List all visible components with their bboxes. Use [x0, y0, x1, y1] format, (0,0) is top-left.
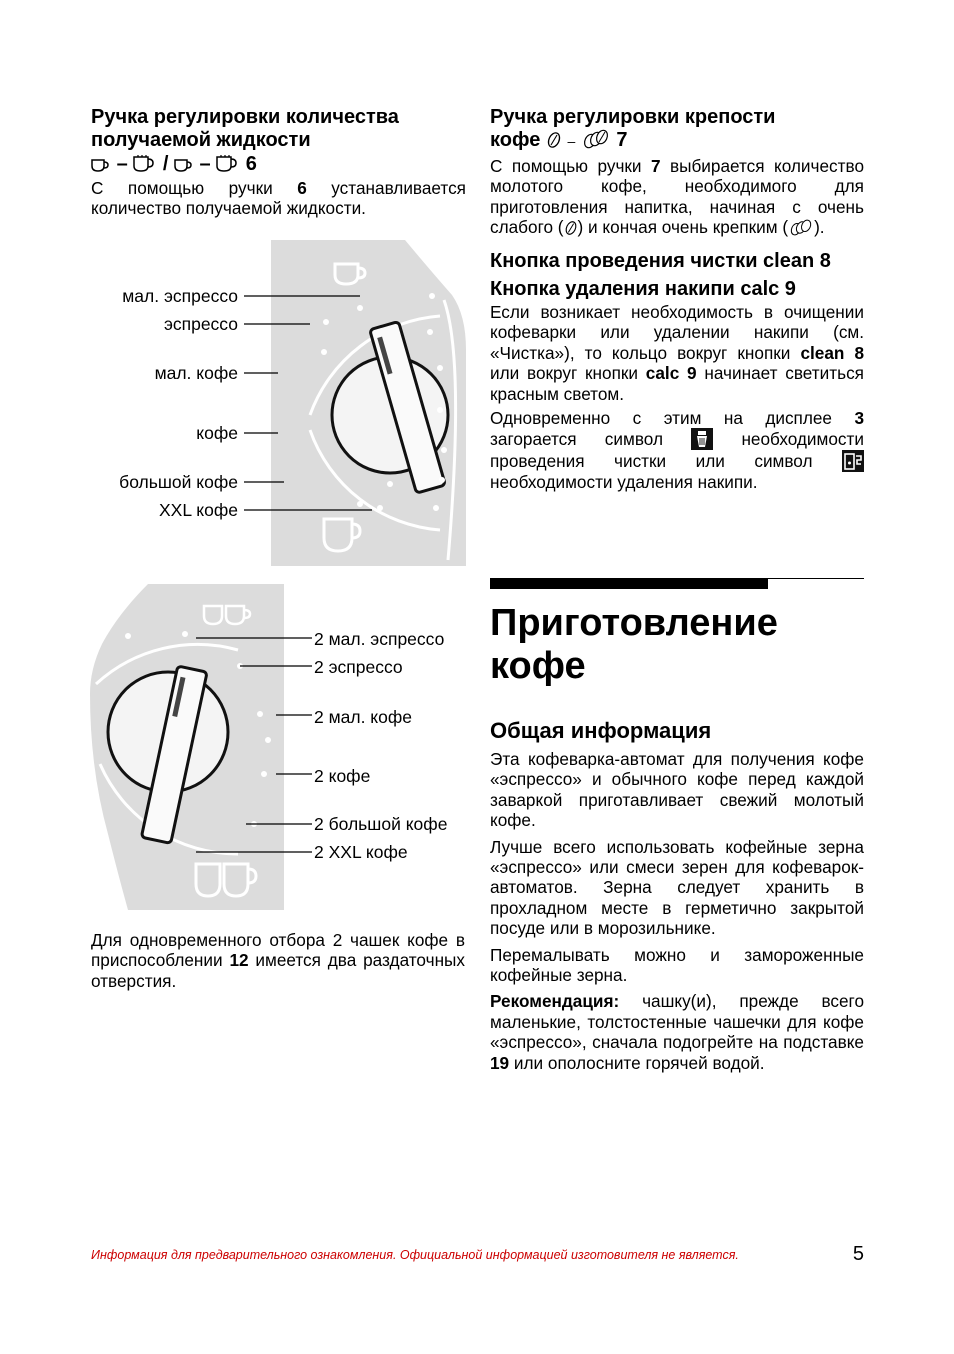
clean-calc-section: [490, 250, 864, 493]
strength-knob-heading: Ручка регулировки крепости кофе – 7: [490, 106, 864, 155]
label-small-coffee: мал. кофе: [154, 363, 238, 383]
double-outlet-note: Для одновременного отбора 2 чашек кофе в приспособлении 12 имеется два раздаточных отверстия.: [91, 930, 466, 991]
section-rule-thick: [490, 578, 768, 589]
volume-knob-section: [91, 106, 466, 219]
large-cup-icon: [216, 155, 240, 179]
general-info-para-2: Лучше всего использовать кофейные зерна «эспрессо» или смеси зерен для кофеварок-автоматов. Зерна следует хранить в прохладном месте в герметично закрытой посуде или в морозильнике.: [490, 836, 864, 939]
label-2-espresso: 2 эспрессо: [314, 657, 403, 677]
volume-knob-illustration: [240, 240, 470, 566]
page-number: 5: [852, 1243, 864, 1265]
label-2-coffee: 2 кофе: [314, 766, 371, 786]
weak-bean-icon: [564, 220, 578, 240]
strong-bean-icon: [581, 129, 611, 155]
label-2-xxl-coffee: 2 XXL кофе: [314, 842, 408, 862]
label-small-espresso: мал. эспрессо: [122, 286, 238, 306]
label-2-small-espresso: 2 мал. эспрессо: [314, 629, 445, 649]
clean-calc-para-1: Если возникает необходимость в очищении кофеварки или удалении накипи (см. «Чистка»), то кольцо вокруг кнопки clean 8 или вокруг кнопки calc 9 начинает светиться красным светом.: [490, 302, 864, 404]
general-info-para-3: Перемалывать можно и замороженные кофейные зерна.: [490, 944, 864, 986]
clean-calc-para-2: Одновременно с этим на дисплее 3 загорается символ необходимости проведения чистки или символ необходимости удаления накипи.: [490, 408, 865, 493]
strength-knob-section: [490, 106, 864, 241]
strength-knob-text: С помощью ручки 7 выбирается количество молотого кофе, необходимого для приготовления напитка, начиная с очень слабого ( ) и кончая очень крепким ( ).: [490, 156, 864, 241]
section-rule-thin: [490, 578, 864, 579]
clean-symbol-icon: [691, 428, 713, 450]
general-info-heading: Общая информация: [490, 718, 712, 743]
label-large-coffee: большой кофе: [119, 472, 238, 492]
calc-button-heading: Кнопка удаления накипи calc 9: [490, 278, 796, 300]
small-cup-icon: [174, 155, 194, 179]
small-cup-icon: [91, 155, 111, 179]
double-knob-illustration: [88, 584, 314, 910]
large-cup-icon: [133, 155, 157, 179]
footer-disclaimer: Информация для предварительного ознакомления. Официальной информацией изготовителя не является.: [91, 1248, 739, 1262]
descale-symbol-icon: [842, 450, 864, 472]
general-info-section: [490, 718, 864, 1073]
label-espresso: эспрессо: [163, 314, 238, 334]
general-info-para-1: Эта кофеварка-автомат для получения кофе «эспрессо» и обычного кофе перед каждой заваркой приготавливает свежий молотый кофе.: [490, 749, 864, 831]
label-coffee: кофе: [196, 423, 238, 443]
volume-knob-heading: Ручка регулировки количества получаемой жидкости: [91, 106, 399, 151]
strong-bean-icon: [788, 219, 814, 240]
weak-bean-icon: [546, 131, 562, 155]
label-2-small-coffee: 2 мал. кофе: [314, 707, 413, 727]
volume-knob-symbols: – / – 6: [91, 152, 466, 176]
clean-button-heading: Кнопка проведения чистки clean 8: [490, 250, 831, 272]
volume-knob-ref: 6: [245, 153, 257, 175]
label-2-large-coffee: 2 большой кофе: [314, 814, 448, 834]
recommendation-para: Рекомендация: чашку(и), прежде всего маленькие, толстостенные чашечки для кофе «эспрессо», сначала подогрейте на подставке 19 или ополосните горячей водой.: [490, 991, 865, 1073]
volume-knob-text: С помощью ручки 6 устанавливается количество получаемой жидкости.: [91, 178, 466, 219]
label-xxl-coffee: XXL кофе: [158, 500, 238, 520]
section-title: Приготовление кофе: [490, 602, 778, 687]
